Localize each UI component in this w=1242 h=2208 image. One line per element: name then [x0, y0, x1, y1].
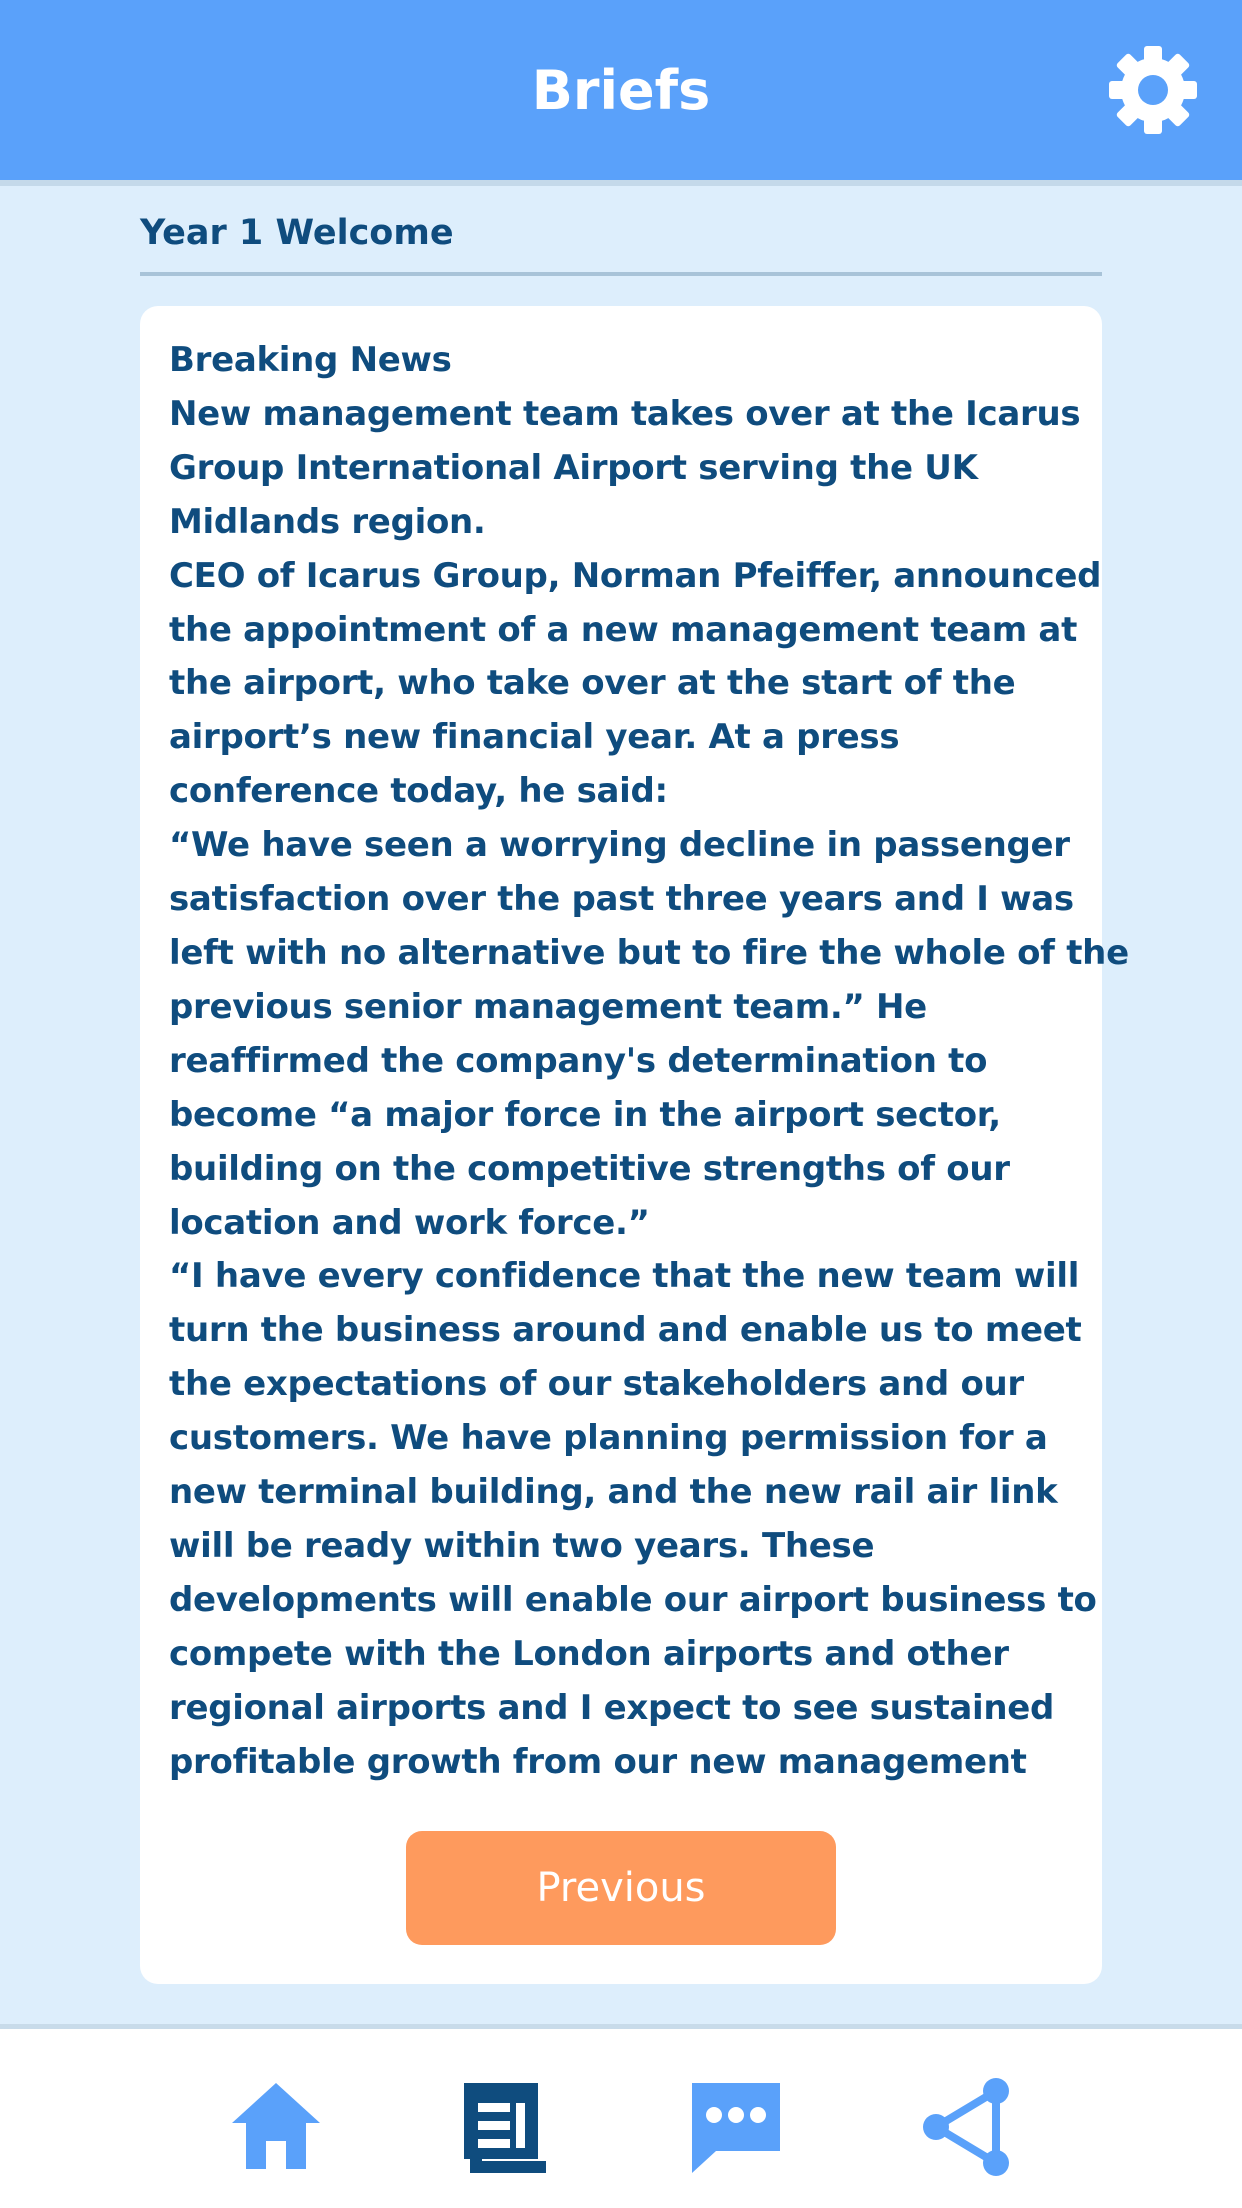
article-line: the appointment of a new management team at [169, 609, 1078, 650]
share-icon [916, 2077, 1016, 2177]
article-line: turn the business around and enable us to meet [169, 1310, 1082, 1351]
article-line: compete with the London airports and other [169, 1633, 1009, 1674]
gear-icon [1108, 45, 1198, 135]
article-line: Midlands region. [169, 501, 486, 542]
article-line: Group International Airport serving the UK [169, 447, 978, 488]
article-line: satisfaction over the past three years and I was [169, 879, 1074, 920]
article-line: developments will enable our airport business to [169, 1579, 1097, 1620]
section-title: Year 1 Welcome [140, 213, 454, 253]
article-line: location and work force.” [169, 1202, 650, 1243]
article-line: regional airports and I expect to see sustained [169, 1687, 1055, 1728]
document-icon [456, 2077, 556, 2177]
article-line: new terminal building, and the new rail air link [169, 1472, 1058, 1513]
bottom-nav [0, 2024, 1242, 2208]
article-line: building on the competitive strengths of our [169, 1148, 1010, 1189]
home-icon [226, 2077, 326, 2177]
article-line: the airport, who take over at the start of the [169, 663, 1016, 704]
article-line: will be ready within two years. These [169, 1525, 875, 1566]
nav-briefs[interactable] [456, 2077, 556, 2177]
nav-home[interactable] [226, 2077, 326, 2177]
article-line: the expectations of our stakeholders and our [169, 1364, 1024, 1405]
app-header [0, 0, 1242, 180]
nav-share[interactable] [916, 2077, 1016, 2177]
article-line: reaffirmed the company's determination to [169, 1040, 988, 1081]
brief-card [140, 306, 1129, 1984]
article-line: customers. We have planning permission for a [169, 1418, 1048, 1459]
article-line: conference today, he said: [169, 771, 668, 812]
article-line: become “a major force in the airport sector, [169, 1094, 1001, 1135]
nav-messages[interactable] [686, 2077, 786, 2177]
chat-bubble-icon [686, 2077, 786, 2177]
article-body [169, 334, 1129, 1789]
article-line: “We have seen a worrying decline in passenger [169, 825, 1070, 866]
article-line: airport’s new financial year. At a press [169, 717, 900, 758]
article-line: left with no alternative but to fire the whole of the [169, 932, 1129, 973]
article-line: profitable growth from our new management [169, 1741, 1027, 1782]
article-line: previous senior management team.” He [169, 986, 927, 1027]
article-heading: Breaking News [169, 340, 452, 380]
article-line: “I have every confidence that the new team will [169, 1256, 1080, 1297]
article-line: CEO of Icarus Group, Norman Pfeiffer, announced [169, 555, 1102, 596]
section-divider [140, 272, 1102, 276]
settings-button[interactable] [1108, 45, 1198, 135]
page-title: Briefs [531, 59, 711, 122]
article-line: New management team takes over at the Icarus [169, 393, 1081, 434]
previous-button[interactable]: Previous [406, 1831, 836, 1945]
